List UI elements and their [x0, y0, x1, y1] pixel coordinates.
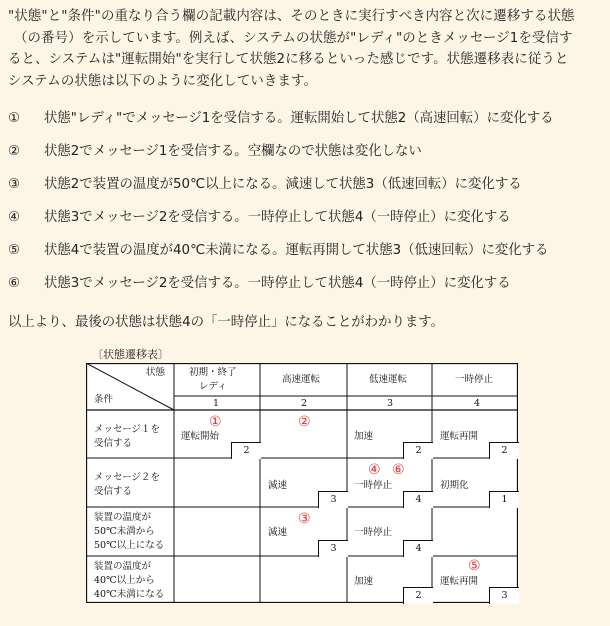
step-number: ② — [8, 144, 21, 159]
cell-next-state: 1 — [489, 491, 519, 508]
condition-label: 50℃以上になる — [94, 540, 165, 551]
condition-label: メッセージ１を — [94, 424, 160, 435]
state-number: 3 — [387, 398, 394, 409]
state-name: 高速運転 — [282, 374, 321, 385]
step-mark: ⑤ — [468, 558, 481, 574]
step-text: 状態4で装置の温度が40℃未満になる。運転再開して状態3（低速回転）に変化する — [44, 243, 549, 258]
step-item — [8, 108, 606, 141]
corner-condition-label: 条件 — [94, 394, 114, 405]
step-number: ⑤ — [8, 243, 21, 258]
table-caption: 〔状態遷移表〕 — [92, 348, 169, 361]
step-text: 状態"レディ"でメッセージ1を受信する。運転開始して状態2（高速回転）に変化する — [44, 111, 554, 126]
cell-next-state: 4 — [403, 491, 433, 508]
state-transition-table — [86, 363, 518, 603]
cell-action: 運転開始 — [181, 431, 220, 442]
condition-label: メッセージ２を — [94, 472, 160, 483]
cell-next-state: 3 — [489, 587, 519, 604]
state-name: 低速運転 — [369, 374, 408, 385]
step-mark: ② — [298, 414, 311, 430]
cell-next-state: 4 — [403, 540, 433, 557]
condition-label: 装置の温度が — [94, 561, 152, 572]
cell-next-state: 2 — [231, 442, 261, 459]
step-mark: ① — [209, 414, 222, 430]
condition-label: 40℃未満になる — [94, 589, 165, 600]
step-list — [8, 108, 606, 306]
step-mark: ⑥ — [392, 462, 405, 478]
step-item — [8, 240, 606, 273]
cell-next-state: 3 — [318, 540, 348, 557]
cell-action: 運転再開 — [440, 431, 479, 442]
state-number: 1 — [213, 398, 220, 409]
step-number: ③ — [8, 177, 21, 192]
cell-action: 加速 — [354, 431, 374, 442]
state-number: 4 — [474, 398, 481, 409]
state-number: 2 — [301, 398, 308, 409]
intro-line: システムの状態は以下のように変化していきます。 — [8, 73, 318, 89]
step-item — [8, 174, 606, 207]
condition-label: 50℃未満から — [94, 526, 155, 537]
step-text: 状態2でメッセージ1を受信する。空欄なので状態は変化しない — [44, 144, 422, 159]
condition-label: 装置の温度が — [94, 512, 152, 523]
cell-action: 減速 — [268, 527, 288, 538]
corner-state-label: 状態 — [146, 367, 166, 378]
cell-next-state: 3 — [318, 491, 348, 508]
cell-next-state: 2 — [403, 442, 433, 459]
cell-action: 運転再開 — [440, 576, 479, 587]
cell-action: 加速 — [354, 576, 374, 587]
conclusion-text: 以上より、最後の状態は状態4の「一時停止」になることがわかります。 — [8, 315, 444, 330]
step-mark: ③ — [298, 511, 311, 527]
step-text: 状態3でメッセージ2を受信する。一時停止して状態4（一時停止）に変化する — [44, 210, 511, 225]
step-text: 状態2で装置の温度が50℃以上になる。減速して状態3（低速回転）に変化する — [44, 177, 522, 192]
cell-action: 減速 — [268, 480, 288, 491]
step-mark: ④ — [368, 462, 381, 478]
intro-line: "状態"と"条件"の重なり合う欄の記載内容は、そのときに実行すべき内容と次に遷移する状態 — [8, 9, 575, 24]
step-item — [8, 141, 606, 174]
step-number: ⑥ — [8, 276, 21, 291]
cell-next-state: 2 — [403, 587, 433, 604]
cell-action: 一時停止 — [354, 480, 393, 491]
step-number: ① — [8, 111, 21, 126]
cell-action: 一時停止 — [354, 527, 393, 538]
state-name: 初期・終了 — [189, 367, 237, 378]
step-text: 状態3でメッセージ2を受信する。一時停止して状態4（一時停止）に変化する — [44, 276, 511, 291]
state-name: 一時停止 — [455, 374, 494, 385]
cell-action: 初期化 — [440, 480, 469, 491]
condition-label: 40℃以上から — [94, 575, 155, 586]
cell-next-state: 2 — [489, 442, 519, 459]
intro-line: （の番号）を示しています。例えば、システムの状態が"レディ"のときメッセージ1を受信す — [14, 30, 573, 46]
state-name: レディ — [199, 381, 227, 392]
intro-paragraph — [8, 6, 606, 92]
condition-label: 受信する — [94, 438, 133, 449]
intro-line: ると、システムは"運転開始"を実行して状態2に移るといった感じです。状態遷移表に従うと — [8, 52, 569, 67]
step-number: ④ — [8, 210, 21, 225]
step-item — [8, 273, 606, 306]
condition-label: 受信する — [94, 486, 133, 497]
step-item — [8, 207, 606, 240]
